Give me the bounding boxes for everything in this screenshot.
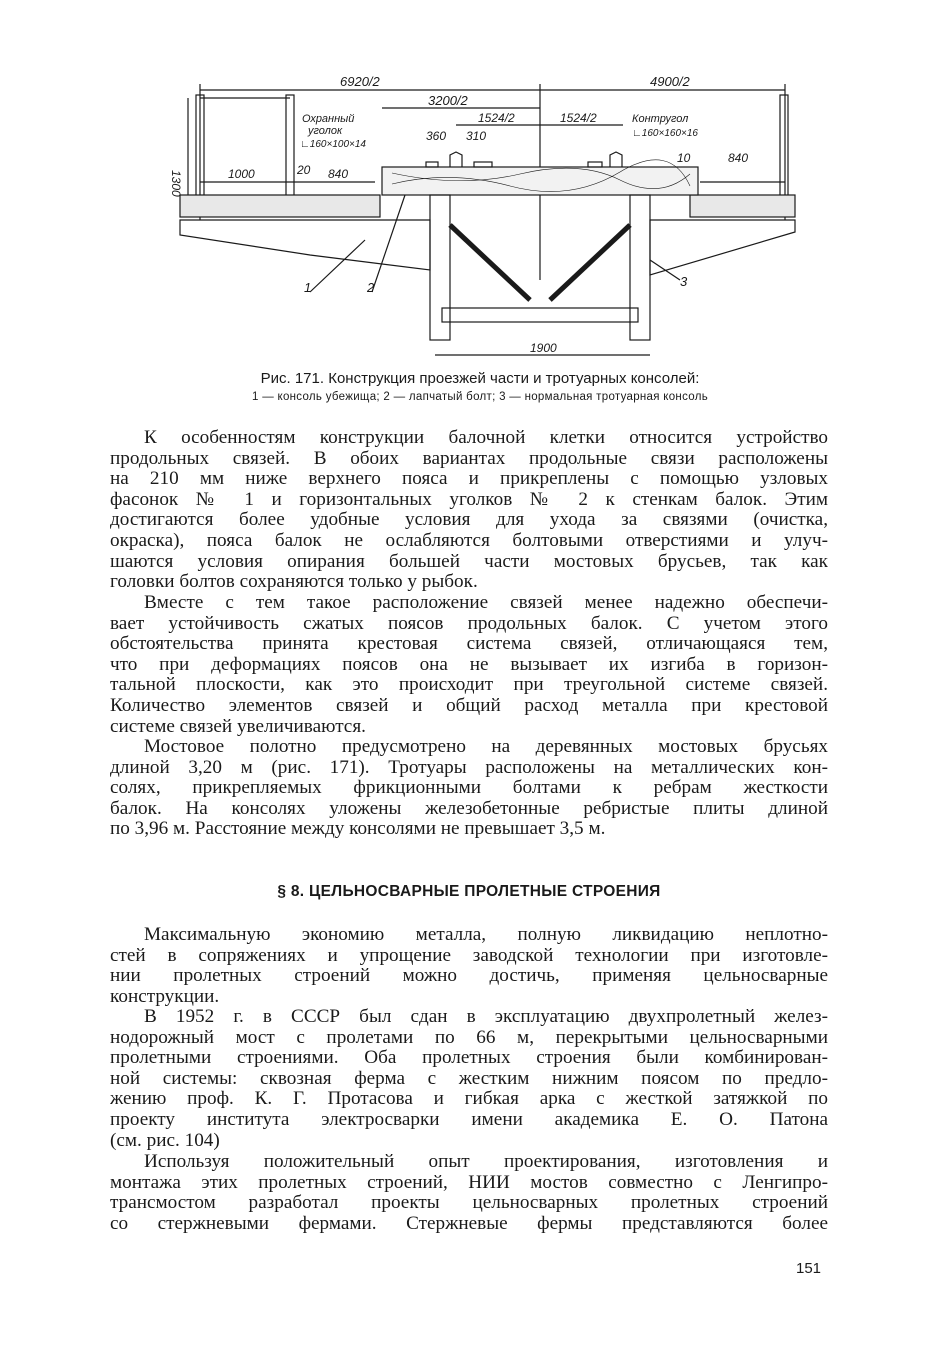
dim-4900: 4900/2 [650,74,690,89]
text-line: К особенностям конструкции балочной клетки относится устройство [144,428,828,448]
text-line: трансмостом разработал проекты цельносварных пролетных строений [110,1193,828,1214]
text-line: балок. На консолях уложены железобетонные ребристые плиты длиной [110,798,828,819]
dim-360: 360 [426,129,447,143]
text-line: по 3,96 м. Расстояние между консолями не превышает 3,5 м. [110,819,606,840]
timber-tie [382,167,698,195]
callout-1: 1 [304,280,312,295]
text-line: на 210 мм ниже верхнего пояса и прикреплены с помощью узловых [110,469,828,490]
text-line: солях, прикрепляемых фрикционными болтами к ребрам жесткости [110,778,828,799]
callout-2: 2 [367,280,375,295]
rail-right [610,152,622,167]
sidewalk-console-left [180,220,430,270]
dim-1524-left: 1524/2 [478,111,515,125]
dim-1524-right: 1524/2 [560,111,597,125]
dim-1300: 1300 [169,170,183,197]
text-line: фасонок № 1 и горизонтальных уголков № 2 к стенкам балок. Этим [110,489,828,510]
text-line: шаются условия опирания большей части мостовых брусьев, так как [110,551,828,572]
counter-angle-size: ∟160×160×16 [632,128,698,139]
text-line: со стержневыми фермами. Стержневые фермы представляются более [110,1213,828,1234]
text-line: что при деформациях поясов она не вызывает их изгиба в горизон- [110,654,828,675]
rail-left [450,152,462,167]
text-line: Мостовое полотно предусмотрено на деревянных мостовых брусьях [144,737,828,757]
text-line: В 1952 г. в СССР был сдан в эксплуатацию двухпролетный желез- [144,1007,828,1027]
counter-angle-label: Контругол [632,113,689,125]
dim-840-left: 840 [328,167,349,181]
text-line: головки болтов сохраняются только у рыбок. [110,572,478,593]
text-line: Вместе с тем такое расположение связей менее надежно обеспечи- [144,593,828,613]
brace-right [550,225,630,300]
sidewalk-console-right [650,220,795,275]
guard-angle-size: ∟160×100×14 [300,139,366,150]
figure-caption-legend: 1 — консоль убежища; 2 — лапчатый болт; 3 — нормальная тротуарная консоль [252,391,708,403]
text-line: пролетными строениями. Оба пролетных строения были комбинирован- [110,1048,828,1069]
guard-angle-label-1: Охранный [302,113,355,125]
dim-20: 20 [297,163,311,177]
figure-caption-title: Рис. 171. Конструкция проезжей части и тротуарных консолей: [260,370,700,387]
dim-310: 310 [466,129,487,143]
dim-1000: 1000 [228,167,255,181]
text-line: Количество элементов связей и общий расход металла при крестовой [110,695,828,716]
text-line: конструкции. [110,986,220,1007]
paragraph-6 [110,1152,828,1234]
paragraph-5 [110,1007,828,1151]
text-line: обстоятельства принята крестовая система связей, отличающаяся тем, [110,634,828,655]
callout-3: 3 [680,274,688,289]
girder-right [630,195,650,340]
dim-6920: 6920/2 [340,74,380,89]
page-number: 151 [796,1260,822,1277]
cross-section-drawing [160,70,800,370]
text-line: вает устойчивость сжатых поясов продольных балок. С учетом этого [110,613,828,634]
bridge-deck-figure [160,70,800,370]
text-line: системе связей увеличиваются. [110,716,366,737]
dim-10: 10 [677,151,691,165]
text-line: (см. рис. 104) [110,1130,220,1151]
sidewalk-slab-right [690,195,795,217]
paragraph-2 [110,593,828,737]
text-line: окраска), пояса балок не ослабляются болтовыми отверстиями и улуч- [110,530,828,551]
text-line: нодорожный мост с пролетами по 66 м, перекрытыми цельносварными [110,1027,828,1048]
text-line: монтажа этих пролетных строений, НИИ мостов совместно с Ленгипро- [110,1172,828,1193]
dim-840-right: 840 [728,151,749,165]
bottom-strut [442,308,638,322]
text-line: нии пролетных строений можно достичь, применяя цельносварные [110,966,828,987]
text-line: проекту института электросварки имени академика Е. О. Патона [110,1109,828,1130]
text-line: тальной плоскости, как это происходит при треугольной системе связей. [110,675,828,696]
section-heading: § 8. ЦЕЛЬНОСВАРНЫЕ ПРОЛЕТНЫЕ СТРОЕНИЯ [277,883,661,900]
text-line: стей в сопряжениях и упрощение заводской технологии при изготовле- [110,945,828,966]
text-line: Используя положительный опыт проектирования, изготовления и [144,1152,828,1172]
dim-1900: 1900 [530,341,557,355]
text-line: жению проф. К. Г. Протасова и гибкая арка с жесткой затяжкой по [110,1089,828,1110]
brace-left [450,225,530,300]
guard-angle-label-2: уголок [308,125,343,137]
dim-3200: 3200/2 [428,93,468,108]
paragraph-1 [110,428,828,593]
girder-left [430,195,450,340]
text-line: достигаются более удобные условия для ухода за связями (очистка, [110,510,828,531]
paragraph-4 [110,925,828,1007]
sidewalk-slab-left [180,195,380,217]
text-line: ной системы: сквозная ферма с жестким нижним поясом по предло- [110,1068,828,1089]
paragraph-3 [110,737,828,840]
text-line: продольных связей. В обоих вариантах продольные связи расположены [110,448,828,469]
text-line: Максимальную экономию металла, полную ликвидацию неплотно- [144,925,828,945]
text-line: длиной 3,20 м (рис. 171). Тротуары расположены на металлических кон- [110,757,828,778]
